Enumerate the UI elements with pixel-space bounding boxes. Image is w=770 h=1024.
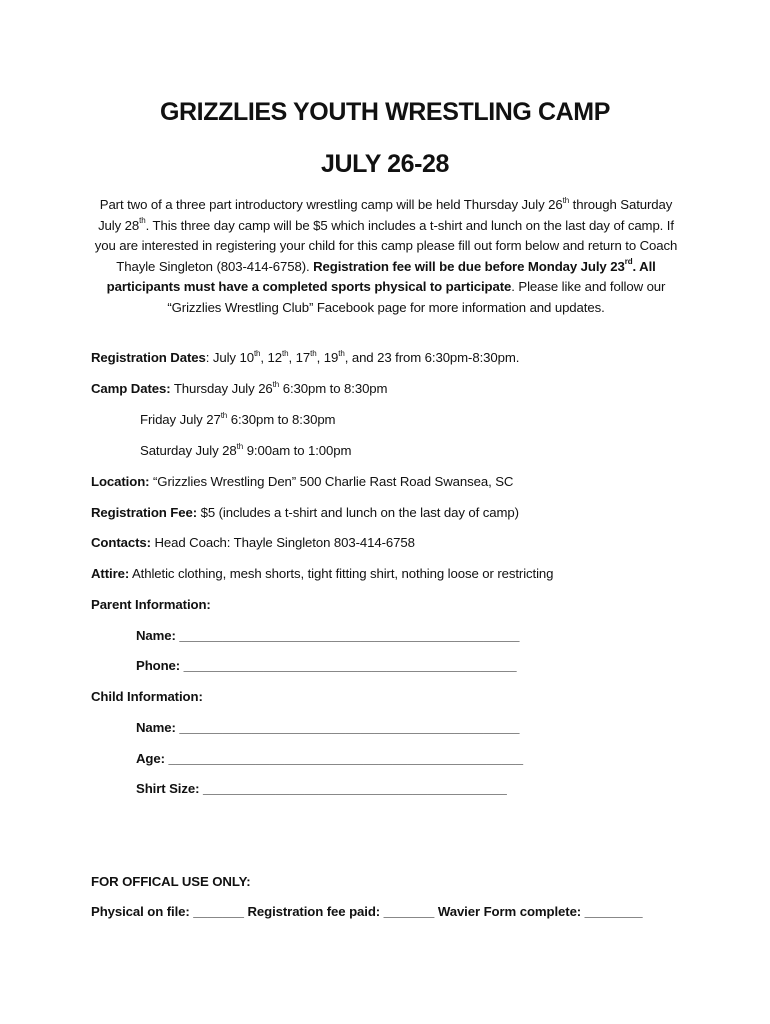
ordinal-suffix: th bbox=[272, 379, 280, 389]
page-title: GRIZZLIES YOUTH WRESTLING CAMP bbox=[159, 98, 611, 126]
camp-date-text: 6:30pm to 8:30pm bbox=[227, 412, 336, 427]
camp-date-text: 9:00am to 1:00pm bbox=[243, 443, 352, 458]
child-info-heading: Child Information: bbox=[91, 689, 203, 704]
registration-dates-row bbox=[91, 350, 519, 365]
intro-paragraph bbox=[90, 195, 682, 318]
intro-text: Part two of a three part introductory wrestling camp will be held Thursday July 26 bbox=[99, 197, 563, 212]
intro-text: through Saturday July 28 bbox=[98, 197, 673, 233]
ordinal-suffix: th bbox=[338, 348, 345, 358]
location-row bbox=[91, 474, 513, 489]
intro-bold-text: . All participants must have a completed sports physical to participate bbox=[106, 258, 656, 294]
parent-phone-field[interactable]: Phone: ______________________________________________ bbox=[136, 658, 517, 673]
intro-text: . Please like and follow our “Grizzlies Wrestling Club” Facebook page for more information and updates. bbox=[167, 279, 666, 315]
page-subtitle: JULY 26-28 bbox=[320, 150, 450, 178]
ordinal-suffix: th bbox=[236, 441, 244, 451]
camp-date-text: 6:30pm to 8:30pm bbox=[279, 381, 388, 396]
ordinal-suffix: th bbox=[282, 348, 289, 358]
registration-dates-text: : July 10 bbox=[205, 350, 254, 365]
attire-label: Attire: bbox=[91, 566, 130, 581]
registration-fee-value: $5 (includes a t-shirt and lunch on the last day of camp) bbox=[197, 505, 519, 520]
parent-name-field[interactable]: Name: _______________________________________________ bbox=[136, 628, 520, 643]
official-use-heading: FOR OFFICAL USE ONLY: bbox=[91, 874, 251, 889]
intro-bold-text: Registration fee will be due before Monday July 23 bbox=[313, 258, 625, 274]
registration-dates-text: , 19 bbox=[316, 350, 339, 365]
camp-date-text: Saturday July 28 bbox=[140, 443, 237, 458]
camp-date-friday bbox=[140, 412, 335, 427]
camp-dates-label: Camp Dates: bbox=[91, 381, 171, 396]
contacts-row bbox=[91, 535, 415, 550]
intro-text: . This three day camp will be $5 which includes a t-shirt and lunch on the last day of camp. If you are interested in registering your child for this camp please fill out form below and return to Coach Thayle Singleton (803-414-6758). bbox=[94, 217, 678, 274]
registration-dates-text: , 17 bbox=[288, 350, 311, 365]
ordinal-suffix: th bbox=[310, 348, 317, 358]
registration-fee-label: Registration Fee: bbox=[91, 505, 198, 520]
ordinal-suffix: th bbox=[220, 410, 228, 420]
registration-dates-text: , and 23 from 6:30pm-8:30pm. bbox=[344, 350, 520, 365]
camp-date-text: Thursday July 26 bbox=[170, 381, 273, 396]
ordinal-suffix: rd bbox=[624, 257, 633, 267]
location-value: “Grizzlies Wrestling Den” 500 Charlie Rast Road Swansea, SC bbox=[149, 474, 514, 489]
registration-fee-row bbox=[91, 505, 519, 520]
ordinal-suffix: th bbox=[253, 348, 261, 358]
registration-dates-label: Registration Dates bbox=[91, 350, 206, 365]
child-shirt-size-field[interactable]: Shirt Size: __________________________________________ bbox=[136, 781, 507, 796]
parent-info-heading: Parent Information: bbox=[91, 597, 211, 612]
ordinal-suffix: th bbox=[139, 216, 146, 226]
attire-value: Athletic clothing, mesh shorts, tight fitting shirt, nothing loose or restricting bbox=[129, 566, 554, 581]
child-name-field[interactable]: Name: _______________________________________________ bbox=[136, 720, 520, 735]
registration-dates-text: , 12 bbox=[260, 350, 283, 365]
official-use-fields[interactable]: Physical on file: _______ Registration fee paid: _______ Wavier Form complete: ________ bbox=[91, 904, 643, 919]
camp-date-saturday bbox=[140, 443, 351, 458]
camp-dates-row bbox=[91, 381, 387, 396]
ordinal-suffix: th bbox=[562, 195, 570, 205]
attire-row bbox=[91, 566, 553, 581]
child-age-field[interactable]: Age: _________________________________________________ bbox=[136, 751, 523, 766]
location-label: Location: bbox=[91, 474, 150, 489]
camp-date-text: Friday July 27 bbox=[140, 412, 221, 427]
contacts-value: Head Coach: Thayle Singleton 803-414-6758 bbox=[150, 535, 415, 550]
contacts-label: Contacts: bbox=[91, 535, 151, 550]
